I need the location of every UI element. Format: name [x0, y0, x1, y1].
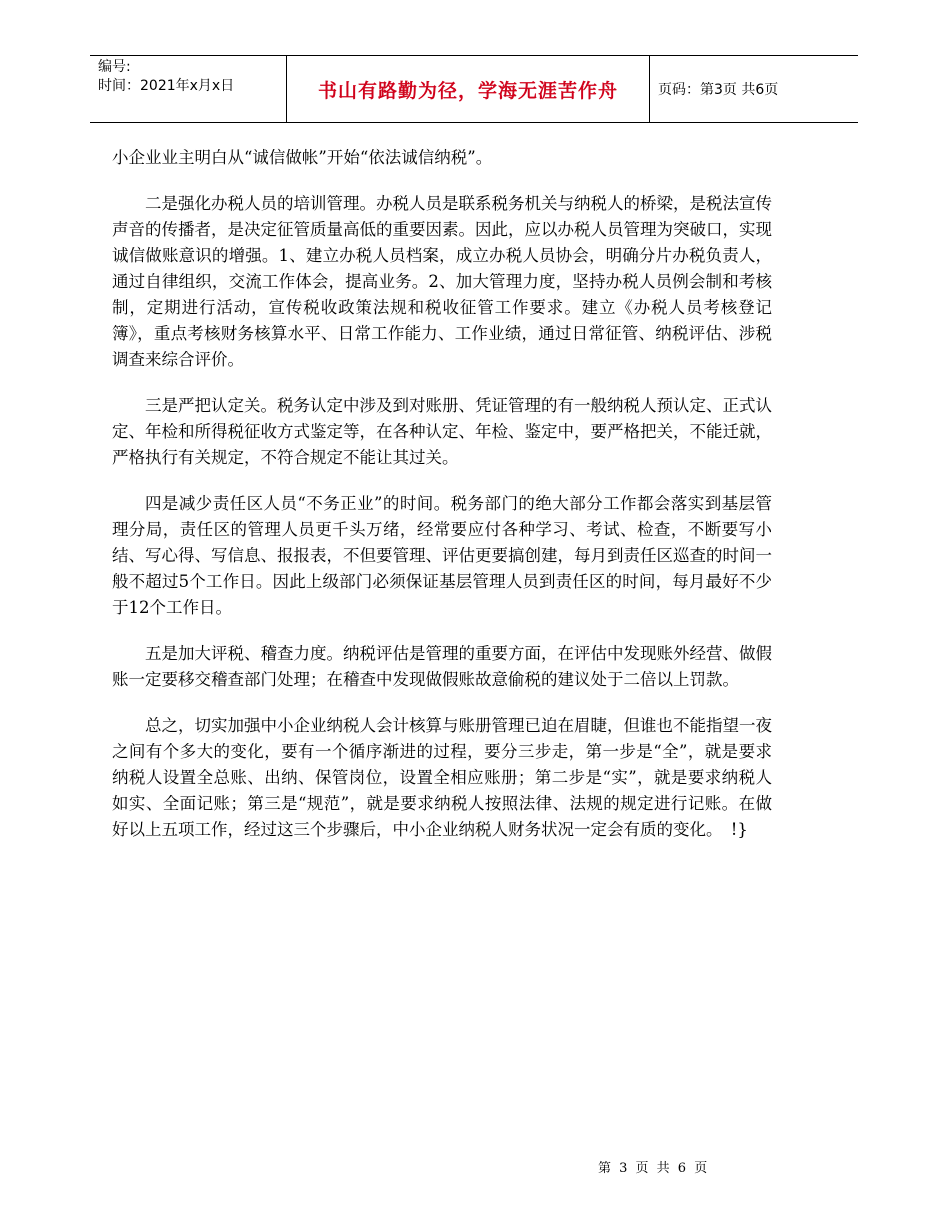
page-footer: 第 3 页 共 6 页 [598, 1161, 710, 1176]
header-meta [90, 56, 286, 122]
paragraph-training-management: 二是强化办税人员的培训管理。办税人员是联系税务机关与纳税人的桥梁，是税法宣传声音的传播者，是决定征管质量高低的重要因素。因此，应以办税人员管理为突破口，实现诚信做账意识的增强。1、建立办税人员档案，成立办税人员协会，明确分片办税负责人，通过自律组织，交流工作体会，提高业务。2、加大管理力度，坚持办税人员例会制和考核制，定期进行活动，宣传税收政策法规和税收征管工作要求。建立《办税人员考核登记簿》，重点考核财务核算水平、日常工作能力、工作业绩，通过日常征管、纳税评估、涉税调查来综合评价。 [112, 194, 772, 369]
paragraph-continuation: 小企业业主明白从“诚信做帐”开始“依法诚信纳税”。 [112, 148, 493, 167]
document-time: 时间：2021年x月x日 [98, 78, 235, 94]
page-header [90, 55, 858, 123]
document-body [112, 145, 772, 863]
paragraph-responsibility-time: 四是减少责任区人员“不务正业”的时间。税务部门的绝大部分工作都会落实到基层管理分局，责任区的管理人员更千头万绪，经常要应付各种学习、考试、检查，不断要写小结、写心得、写信息、报报表，不但要管理、评估更要搞创建，每月到责任区巡查的时间一般不超过5个工作日。因此上级部门必须保证基层管理人员到责任区的时间，每月最好不少于12个工作日。 [112, 494, 772, 617]
document-number-label: 编号: [98, 59, 131, 75]
header-motto: 书山有路勤为径，学海无涯苦作舟 [286, 56, 650, 122]
header-page-info: 页码：第3页 共6页 [658, 82, 779, 98]
paragraph-conclusion: 总之，切实加强中小企业纳税人会计核算与账册管理已迫在眉睫，但谁也不能指望一夜之间有个多大的变化，要有一个循序渐进的过程，要分三步走，第一步是“全”，就是要求纳税人设置全总账、出纳、保管岗位，设置全相应账册；第二步是“实”，就是要求纳税人如实、全面记账；第三是“规范”，就是要求纳税人按照法律、法规的规定进行记账。在做好以上五项工作，经过这三个步骤后，中小企业纳税人财务状况一定会有质的变化。 !} [112, 716, 772, 839]
paragraph-inspection: 五是加大评税、稽查力度。纳税评估是管理的重要方面，在评估中发现账外经营、做假账一定要移交稽查部门处理；在稽查中发现做假账故意偷税的建议处于二倍以上罚款。 [112, 644, 772, 689]
paragraph-certification: 三是严把认定关。税务认定中涉及到对账册、凭证管理的有一般纳税人预认定、正式认定、年检和所得税征收方式鉴定等，在各种认定、年检、鉴定中，要严格把关，不能迁就，严格执行有关规定，不符合规定不能让其过关。 [112, 396, 772, 467]
